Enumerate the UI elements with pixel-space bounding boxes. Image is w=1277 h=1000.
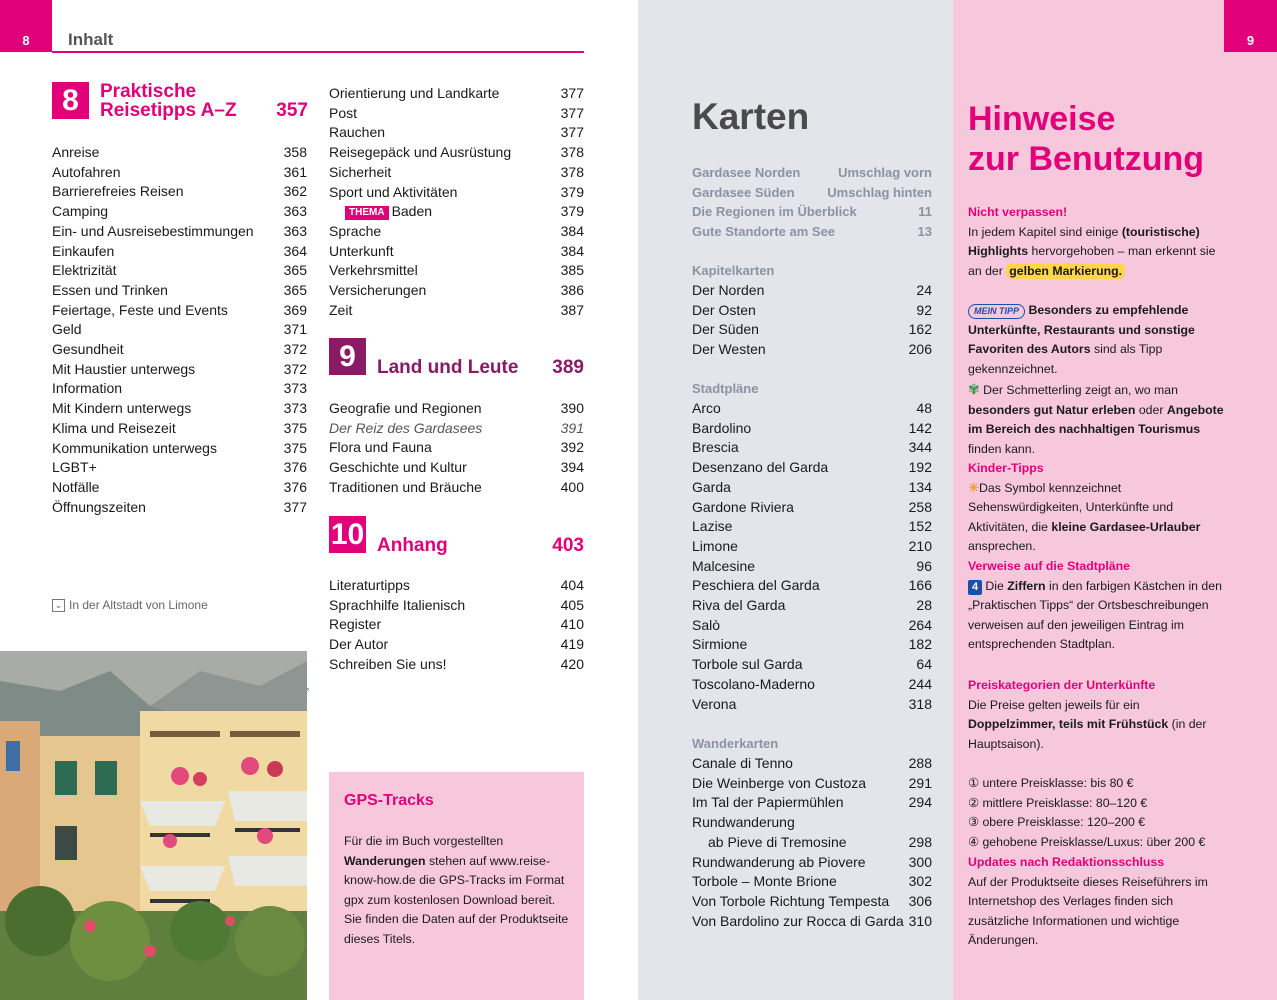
toc-entry-page: 373 xyxy=(283,380,307,397)
toc-entry-page: 210 xyxy=(908,537,932,554)
running-header: Inhalt xyxy=(68,30,114,49)
price-category-1: ① untere Preisklasse: bis 80 € xyxy=(968,775,1134,790)
chapter-10-heading xyxy=(329,516,584,557)
toc-entry-page: 302 xyxy=(908,873,932,890)
map-entry xyxy=(692,872,932,892)
map-entry xyxy=(692,183,932,203)
toc-entry-page: 361 xyxy=(283,163,307,180)
toc-entry-label: Desenzano del Garda xyxy=(692,459,829,476)
nicht-verpassen-block: Nicht verpassen! In jedem Kapitel sind einige (touristische) Highlights hervorgehoben – man erkennt sie an der gelben Markierung. xyxy=(968,203,1226,281)
toc-entry-label: Gesundheit xyxy=(52,341,124,358)
toc-entry-label: Der Süden xyxy=(692,321,759,338)
toc-entry-label: Brescia xyxy=(692,439,739,456)
map-entry xyxy=(692,517,932,537)
toc-entry-page: 13 xyxy=(917,224,932,240)
chapter-9-title: Land und Leute xyxy=(377,357,519,378)
map-entry xyxy=(692,813,932,833)
toc-entry-label: Rauchen xyxy=(329,124,386,141)
chapter-9-toc xyxy=(329,399,584,498)
toc-entry-page: 288 xyxy=(908,755,932,771)
toc-entry-page: 96 xyxy=(916,557,932,574)
toc-entry xyxy=(52,439,307,459)
toc-entry xyxy=(329,458,584,478)
toc-entry-page: 92 xyxy=(916,301,932,318)
toc-entry xyxy=(329,123,584,143)
toc-entry-page: 410 xyxy=(560,616,584,633)
map-entry xyxy=(692,793,932,813)
mein-tipp-badge-icon: MEIN TIPP xyxy=(968,304,1025,319)
map-entry xyxy=(692,695,932,715)
toc-entry-page: 392 xyxy=(560,439,584,456)
right-page-number: 9 xyxy=(1224,0,1277,52)
toc-entry xyxy=(52,143,307,163)
toc-entry-label: Riva del Garda xyxy=(692,597,786,614)
toc-entry-page: 419 xyxy=(560,636,584,653)
toc-entry xyxy=(52,379,307,399)
map-entry xyxy=(692,458,932,478)
price-category-2: ② mittlere Preisklasse: 80–120 € xyxy=(968,795,1148,810)
toc-entry-page: 365 xyxy=(283,262,307,279)
map-entry xyxy=(692,853,932,873)
yellow-highlight-sample: gelben Markierung. xyxy=(1006,263,1125,279)
toc-entry-page: 206 xyxy=(908,341,932,358)
nicht-verpassen-heading: Nicht verpassen! xyxy=(968,205,1068,219)
toc-entry-page: 264 xyxy=(908,616,932,633)
map-entry xyxy=(692,320,932,340)
map-entry xyxy=(692,202,932,222)
map-entry xyxy=(692,163,932,183)
toc-entry-label: Garda xyxy=(692,478,731,495)
toc-entry-label: LGBT+ xyxy=(52,459,97,476)
toc-entry-page: 377 xyxy=(560,104,584,121)
toc-entry-label: Von Torbole Richtung Tempesta xyxy=(692,892,890,909)
toc-entry xyxy=(52,458,307,478)
chapter-8-heading xyxy=(52,82,308,120)
toc-entry-page: 384 xyxy=(560,222,584,239)
toc-entry-page: 373 xyxy=(283,400,307,417)
toc-entry-page: 48 xyxy=(916,400,932,416)
toc-entry-label: Der Norden xyxy=(692,282,765,298)
toc-entry-page: 294 xyxy=(908,794,932,811)
toc-entry-label: Barrierefreies Reisen xyxy=(52,183,184,200)
kinder-tipps-heading: Kinder-Tipps xyxy=(968,461,1044,475)
toc-entry-page: 376 xyxy=(283,459,307,476)
chapter-10-page: 403 xyxy=(552,535,584,556)
toc-entry xyxy=(329,202,584,222)
toc-entry-label: Information xyxy=(52,380,123,397)
toc-entry-label: Schreiben Sie uns! xyxy=(329,655,447,672)
toc-entry-label: Salò xyxy=(692,616,721,633)
toc-entry xyxy=(52,182,307,202)
toc-entry-page: 379 xyxy=(560,203,584,220)
toc-entry-page: 258 xyxy=(908,498,932,515)
toc-entry xyxy=(329,635,584,655)
toc-entry-page: Umschlag vorn xyxy=(838,165,932,180)
toc-entry xyxy=(329,222,584,242)
toc-entry xyxy=(52,360,307,380)
toc-entry xyxy=(329,419,584,439)
updates-block: Updates nach Redaktionsschluss Auf der Produktseite dieses Reiseführers im Internetshop des Verlages finden sich zusätzliche Informationen und wichtige Änderungen. xyxy=(968,853,1226,951)
child-figure-icon: ☀ xyxy=(968,480,980,495)
toc-entry-label: Sprache xyxy=(329,222,382,239)
price-category-4: ④ gehobene Preisklasse/Luxus: über 200 € xyxy=(968,834,1206,849)
toc-entry-page: 244 xyxy=(908,675,932,692)
toc-entry-page: 363 xyxy=(283,203,307,220)
toc-entry xyxy=(52,478,307,498)
toc-entry-page: 405 xyxy=(560,596,584,613)
toc-entry-label: Unterkunft xyxy=(329,242,394,259)
wanderkarten-list xyxy=(692,754,932,931)
chapter-8-title-line2: Reisetipps A–Z xyxy=(100,100,237,121)
toc-entry-label: Gardasee Süden xyxy=(692,184,795,200)
verweise-block: Verweise auf die Stadtpläne 4 Die Ziffern in den farbigen Kästchen in den „Praktischen Tipps“ der Ortsbeschreibungen verweisen auf den jeweiligen Eintrag im entsprechenden Stadtplan. xyxy=(968,557,1226,655)
toc-entry-label: Einkaufen xyxy=(52,242,115,259)
toc-entry-label: Post xyxy=(329,104,358,121)
map-entry xyxy=(692,537,932,557)
map-entry xyxy=(692,222,932,242)
toc-entry-page: 310 xyxy=(908,912,932,929)
chapter-9-heading xyxy=(329,338,584,379)
toc-entry-page: 344 xyxy=(908,439,932,456)
toc-entry-label: Sicherheit xyxy=(329,163,392,180)
map-entry xyxy=(692,438,932,458)
toc-entry-label: THEMA Baden xyxy=(329,202,432,222)
toc-entry-label: Elektrizität xyxy=(52,262,117,279)
toc-entry xyxy=(329,104,584,124)
toc-entry-label: Torbole sul Garda xyxy=(692,656,803,673)
toc-entry-label: Die Regionen im Überblick xyxy=(692,204,857,220)
toc-entry-label: Ein- und Ausreisebestimmungen xyxy=(52,222,254,239)
toc-entry-label: Sirmione xyxy=(692,636,748,653)
toc-entry-label: Die Weinberge von Custoza xyxy=(692,774,867,791)
toc-entry-page: 377 xyxy=(283,498,307,515)
map-entry xyxy=(692,912,932,932)
toc-entry-label: Reisegepäck und Ausrüstung xyxy=(329,144,512,161)
toc-entry-label: Limone xyxy=(692,537,738,554)
toc-entry-label: Rundwanderung xyxy=(692,814,795,831)
toc-entry-label: Traditionen und Bräuche xyxy=(329,478,482,495)
toc-entry-label: Flora und Fauna xyxy=(329,439,432,456)
toc-entry-label: Geld xyxy=(52,321,82,338)
toc-entry-page: 11 xyxy=(918,204,932,220)
toc-entry-page: 369 xyxy=(283,301,307,318)
hinweise-title: Hinweise zur Benutzung xyxy=(968,100,1205,178)
toc-entry xyxy=(329,438,584,458)
toc-entry-label: Verkehrsmittel xyxy=(329,262,418,279)
toc-entry xyxy=(329,655,584,675)
toc-entry-page: 298 xyxy=(908,833,932,850)
chapter-8-toc-col1 xyxy=(52,143,307,517)
map-entry xyxy=(692,557,932,577)
stadtplaene-heading: Stadtpläne xyxy=(692,381,759,396)
toc-entry xyxy=(52,163,307,183)
map-entry xyxy=(692,675,932,695)
toc-entry-page: 371 xyxy=(283,321,307,338)
limone-photo xyxy=(0,651,307,1000)
toc-entry-page: 166 xyxy=(908,577,932,594)
toc-entry xyxy=(329,143,584,163)
number-badge-icon: 4 xyxy=(968,580,982,595)
toc-entry-page: 64 xyxy=(916,656,932,673)
toc-entry-page: 306 xyxy=(908,892,932,909)
toc-entry-page: 379 xyxy=(560,183,584,200)
toc-entry-page: 404 xyxy=(560,577,584,593)
toc-entry-label: Der Osten xyxy=(692,301,756,318)
toc-entry-page: 365 xyxy=(283,281,307,298)
toc-entry xyxy=(329,242,584,262)
toc-entry-label: Essen und Trinken xyxy=(52,281,168,298)
mein-tipp-block: MEIN TIPP Besonders zu empfehlende Unterkünfte, Restaurants und sonstige Favoriten des Autors sind als Tipp gekennzeichnet. xyxy=(968,303,1195,376)
chapter-10-number: 10 xyxy=(329,516,366,553)
toc-entry-page: 378 xyxy=(560,144,584,161)
toc-entry-label: Literaturtipps xyxy=(329,577,410,593)
toc-entry-page: 384 xyxy=(560,242,584,259)
toc-entry-page: 385 xyxy=(560,262,584,279)
toc-entry-label: Notfälle xyxy=(52,478,100,495)
toc-entry-page: 358 xyxy=(283,144,307,160)
map-entry xyxy=(692,281,932,301)
left-page-number: 8 xyxy=(0,0,52,52)
toc-entry-label: Rundwanderung ab Piovere xyxy=(692,853,866,870)
toc-entry-page: 364 xyxy=(283,242,307,259)
toc-entry-page: 152 xyxy=(908,518,932,535)
toc-entry-page: 372 xyxy=(283,341,307,358)
toc-entry xyxy=(329,301,584,321)
map-entry xyxy=(692,399,932,419)
toc-entry-page: 162 xyxy=(908,321,932,338)
toc-entry-label: Verona xyxy=(692,695,737,712)
toc-entry xyxy=(52,340,307,360)
toc-entry-page: 192 xyxy=(908,459,932,476)
toc-entry-label: Kommunikation unterwegs xyxy=(52,439,217,456)
toc-entry-page: 394 xyxy=(560,459,584,476)
gps-tracks-box xyxy=(329,772,584,1000)
toc-entry-page: 372 xyxy=(283,360,307,377)
toc-entry-label: Sprachhilfe Italienisch xyxy=(329,596,466,613)
toc-entry-page: 400 xyxy=(560,478,584,495)
toc-entry-label: Torbole – Monte Brione xyxy=(692,873,837,890)
toc-entry-page: 142 xyxy=(908,419,932,436)
toc-entry xyxy=(329,84,584,104)
toc-entry-page: Umschlag hinten xyxy=(827,184,932,200)
toc-entry-label: Gute Standorte am See xyxy=(692,224,836,240)
toc-entry xyxy=(329,478,584,498)
toc-entry-page: 377 xyxy=(560,85,584,101)
toc-entry-label: ab Pieve di Tremosine xyxy=(708,833,847,850)
toc-entry-label: Toscolano-Maderno xyxy=(692,675,815,692)
chapter-10-title: Anhang xyxy=(377,535,448,556)
kapitelkarten-list xyxy=(692,281,932,360)
wanderkarten-heading: Wanderkarten xyxy=(692,736,779,751)
karten-overview xyxy=(692,163,932,242)
toc-entry xyxy=(52,399,307,419)
map-entry xyxy=(692,892,932,912)
gps-title: GPS-Tracks xyxy=(344,792,434,809)
chapter-8-toc-col2 xyxy=(329,84,584,320)
map-entry xyxy=(692,340,932,360)
kinder-tipps-block: Kinder-Tipps ☀Das Symbol kennzeichnet Sehenswürdigkeiten, Unterkünfte und Aktivitäten, die kleine Gardasee-Urlauber ansprechen. xyxy=(968,459,1226,557)
kapitelkarten-heading: Kapitelkarten xyxy=(692,263,775,278)
toc-entry xyxy=(52,222,307,242)
chapter-8-page: 357 xyxy=(276,100,308,121)
toc-entry-page: 300 xyxy=(908,853,932,870)
map-entry xyxy=(692,576,932,596)
toc-entry xyxy=(329,183,584,203)
toc-entry xyxy=(52,498,307,518)
chapter-8-number: 8 xyxy=(52,82,89,119)
map-entry xyxy=(692,754,932,774)
toc-entry-label: Camping xyxy=(52,203,109,220)
toc-entry-label: Von Bardolino zur Rocca di Garda xyxy=(692,912,904,929)
toc-entry-page: 376 xyxy=(283,478,307,495)
toc-entry xyxy=(52,419,307,439)
toc-entry-page: 386 xyxy=(560,282,584,299)
toc-entry-label: Im Tal der Papiermühlen xyxy=(692,794,844,811)
butterfly-icon: ✾ xyxy=(968,381,980,397)
price-category-3: ③ obere Preisklasse: 120–200 € xyxy=(968,815,1146,830)
toc-entry xyxy=(52,202,307,222)
toc-entry xyxy=(329,615,584,635)
toc-entry-page: 375 xyxy=(283,439,307,456)
toc-entry-label: Peschiera del Garda xyxy=(692,577,820,594)
toc-entry-label: Autofahren xyxy=(52,163,121,180)
thema-badge: THEMA xyxy=(345,206,389,220)
toc-entry-page: 391 xyxy=(560,419,584,436)
toc-entry-label: Canale di Tenno xyxy=(692,755,793,771)
toc-entry-label: Der Westen xyxy=(692,341,766,358)
toc-entry-label: Bardolino xyxy=(692,419,752,436)
updates-heading: Updates nach Redaktionsschluss xyxy=(968,855,1165,869)
toc-entry xyxy=(52,301,307,321)
toc-entry-page: 362 xyxy=(283,183,307,200)
toc-entry-label: Arco xyxy=(692,400,721,416)
toc-entry-label: Register xyxy=(329,616,382,633)
toc-entry xyxy=(52,281,307,301)
toc-entry xyxy=(329,399,584,419)
map-entry xyxy=(692,596,932,616)
toc-entry-page: 318 xyxy=(908,695,932,712)
map-entry xyxy=(692,655,932,675)
toc-entry-label: Orientierung und Landkarte xyxy=(329,85,500,101)
preiskategorien-block: Preiskategorien der Unterkünfte Die Preise gelten jeweils für ein Doppelzimmer, teils mit Frühstück (in der Hauptsaison). ① untere Preisklasse: bis 80 € ② mittlere Preisklasse: 80–120 € ③ obere Preisklasse: 120–200 € ④ gehobene Preisklasse/Luxus: über 200 € xyxy=(968,676,1226,852)
toc-entry-label: Der Reiz des Gardasees xyxy=(329,419,483,436)
toc-entry-label: Malcesine xyxy=(692,557,756,574)
toc-entry xyxy=(329,261,584,281)
toc-entry-page: 387 xyxy=(560,301,584,318)
chapter-8-title-line1: Praktische xyxy=(100,81,197,102)
verweise-heading: Verweise auf die Stadtpläne xyxy=(968,559,1130,573)
toc-entry xyxy=(329,596,584,616)
toc-entry-label: Versicherungen xyxy=(329,282,427,299)
toc-entry-label: Mit Kindern unterwegs xyxy=(52,400,192,417)
natur-block: ✾ Der Schmetterling zeigt an, wo man besonders gut Natur erleben oder Angebote im Bereich des nachhaltigen Tourismus finden kann. xyxy=(968,381,1224,456)
toc-entry-label: Geschichte und Kultur xyxy=(329,459,467,476)
chapter-9-number: 9 xyxy=(329,338,366,375)
toc-entry-label: Gardasee Norden xyxy=(692,165,801,180)
limone-photo-illustration xyxy=(0,651,307,1000)
toc-entry-page: 375 xyxy=(283,419,307,436)
photo-caption: ⌄ In der Altstadt von Limone xyxy=(52,598,208,612)
toc-entry xyxy=(329,163,584,183)
toc-entry-label: Zeit xyxy=(329,301,353,318)
toc-entry-label: Der Autor xyxy=(329,636,389,653)
toc-entry xyxy=(329,281,584,301)
map-entry xyxy=(692,498,932,518)
map-entry xyxy=(692,478,932,498)
map-entry xyxy=(692,616,932,636)
gps-text: Für die im Buch vorgestellten Wanderungen stehen auf www.reise-know-how.de die GPS-Tracks im Format gpx zum kostenlosen Download bereit. Sie finden die Daten auf der Produktseite dieses Titels. xyxy=(344,834,569,946)
toc-entry-label: Klima und Reisezeit xyxy=(52,419,176,436)
toc-entry xyxy=(52,320,307,340)
toc-entry-label: Öffnungszeiten xyxy=(52,498,146,515)
toc-entry-label: Geografie und Regionen xyxy=(329,400,482,416)
toc-entry-label: Gardone Riviera xyxy=(692,498,794,515)
toc-entry-page: 377 xyxy=(560,124,584,141)
toc-entry-label: Lazise xyxy=(692,518,733,535)
karten-title: Karten xyxy=(692,96,810,137)
toc-entry xyxy=(52,261,307,281)
toc-entry-label: Feiertage, Feste und Events xyxy=(52,301,228,318)
toc-entry-label: Sport und Aktivitäten xyxy=(329,183,458,200)
toc-entry-page: 182 xyxy=(908,636,932,653)
toc-entry-page: 28 xyxy=(916,597,932,614)
toc-entry-label: Mit Haustier unterwegs xyxy=(52,360,196,377)
stadtplaene-list xyxy=(692,399,932,714)
toc-entry xyxy=(52,242,307,262)
map-entry xyxy=(692,419,932,439)
header-rule xyxy=(52,51,584,53)
map-entry xyxy=(692,635,932,655)
map-entry xyxy=(692,833,932,853)
toc-entry-page: 24 xyxy=(916,282,932,298)
map-entry xyxy=(692,774,932,794)
toc-entry-page: 134 xyxy=(908,478,932,495)
toc-entry xyxy=(329,576,584,596)
toc-entry-page: 363 xyxy=(283,222,307,239)
caption-arrow-icon: ⌄ xyxy=(52,599,65,612)
toc-entry-label: Anreise xyxy=(52,144,100,160)
map-entry xyxy=(692,301,932,321)
toc-entry-page: 420 xyxy=(560,655,584,672)
toc-entry-page: 390 xyxy=(560,400,584,416)
chapter-9-page: 389 xyxy=(552,357,584,378)
preiskategorien-heading: Preiskategorien der Unterkünfte xyxy=(968,678,1156,692)
toc-entry-page: 378 xyxy=(560,163,584,180)
toc-entry-page: 291 xyxy=(908,774,932,791)
chapter-10-toc xyxy=(329,576,584,675)
